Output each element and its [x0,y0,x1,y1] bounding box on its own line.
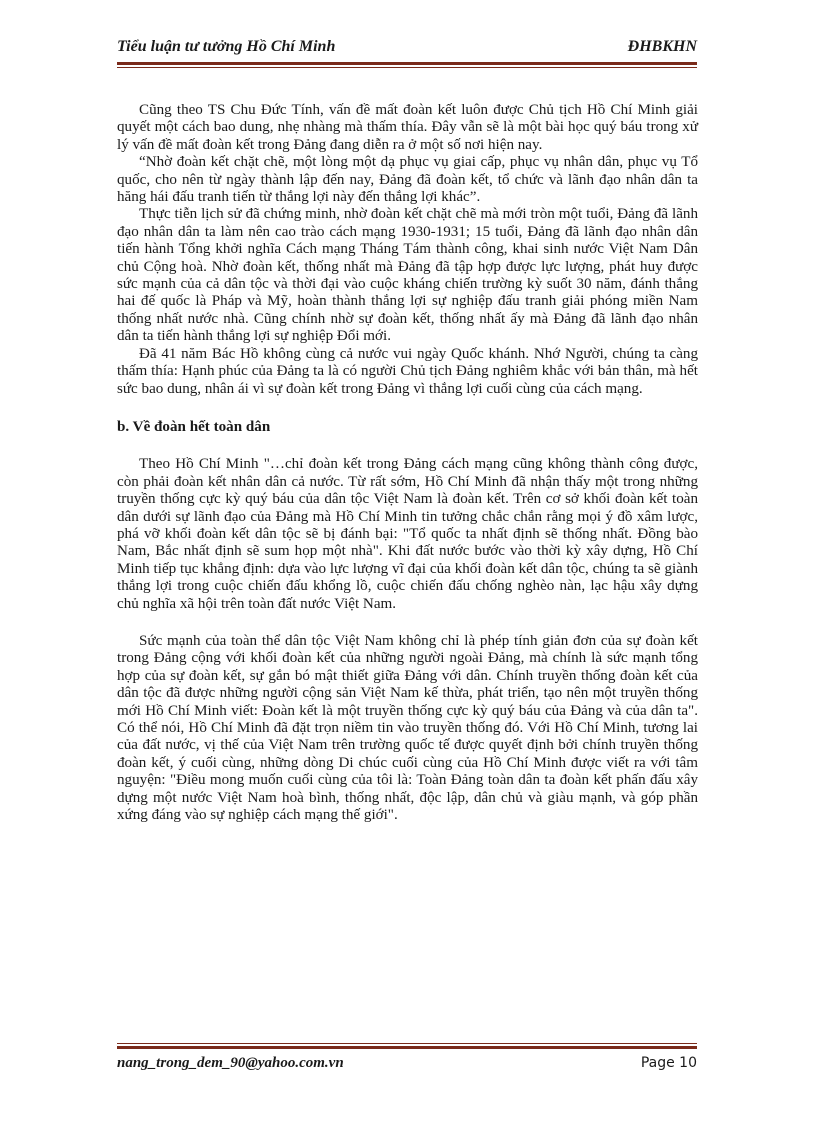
page-header [117,38,697,60]
page-footer [117,1055,697,1077]
paragraph: Thực tiễn lịch sử đã chứng minh, nhờ đoàn kết chặt chẽ mà mới tròn một tuổi, Đảng đã lãnh đạo nhân dân ta làm nên cao trào cách mạng 1930-1931; 15 tuổi, Đảng đã lãnh đạo nhân dân tiến hành Tổng khởi nghĩa Cách mạng Tháng Tám thành công, khai sinh nước Việt Nam Dân chủ Cộng hoà. Nhờ đoàn kết, thống nhất mà Đảng đã tập hợp được lực lượng, phát huy được sức mạnh của cả dân tộc và thời đại vào cuộc kháng chiến trường kỳ suốt 30 năm, đánh thắng hai đế quốc là Pháp và Mỹ, hoàn thành thắng lợi sự nghiệp đấu tranh giải phóng miền Nam thống nhất nước nhà. Cũng chính nhờ sự đoàn kết, thống nhất ấy mà Đảng đã lãnh đạo nhân dân ta tiến hành thắng lợi sự nghiệp Đổi mới. [117,206,698,345]
header-rule-thin [117,67,697,68]
paragraph: Sức mạnh của toàn thể dân tộc Việt Nam không chỉ là phép tính giản đơn của sự đoàn kết trong Đảng cộng với khối đoàn kết của những người ngoài Đảng, mà chính là sức mạnh tổng hợp của sự đoàn kết, sự gắn bó mật thiết giữa Đảng với dân. Chính truyền thống đoàn kết của dân tộc đã được những người cộng sản Việt Nam kế thừa, phát triển, tạo nên một truyền thống mới Hồ Chí Minh viết: Đoàn kết là một truyền thống cực kỳ quý báu của Đảng và của dân ta". Có thể nói, Hồ Chí Minh đã đặt trọn niềm tin vào truyền thống đó. Với Hồ Chí Minh, tương lai của đất nước, vị thế của Việt Nam trên trường quốc tế được quyết định bởi chính truyền thống đoàn kết, ý cuối cùng, những dòng Di chúc cuối cùng của Hồ Chí Minh được viết ra với tâm nguyện: "Điều mong muốn cuối cùng của tôi là: Toàn Đảng toàn dân ta đoàn kết phấn đấu xây dựng một nước Việt Nam hoà bình, thống nhất, độc lập, dân chủ và giàu mạnh, và góp phần xứng đáng vào sự nghiệp cách mạng thế giới". [117,632,698,824]
paragraph: Cũng theo TS Chu Đức Tính, vấn đề mất đoàn kết luôn được Chủ tịch Hồ Chí Minh giải quyết một cách bao dung, nhẹ nhàng mà thấm thía. Đây vẫn sẽ là một bài học quý báu trong xử lý vấn đề mất đoàn kết trong Đảng đang diễn ra ở một số nơi hiện nay. [117,102,698,153]
paragraph: “Nhờ đoàn kết chặt chẽ, một lòng một dạ phục vụ giai cấp, phục vụ nhân dân, phục vụ Tổ quốc, cho nên từ ngày thành lập đến nay, Đảng đã đoàn kết, tổ chức và lãnh đạo nhân dân ta hăng hái đấu tranh tiến từ thắng lợi này đến thắng lợi khác”. [117,154,698,206]
document-body [117,102,698,824]
header-rule-thick [117,62,697,65]
paragraph: Đã 41 năm Bác Hồ không cùng cả nước vui ngày Quốc khánh. Nhớ Người, chúng ta càng thấm thía: Hạnh phúc của Đảng ta là có người Chủ tịch Đảng nghiêm khắc với bản thân, mà hết sức bao dung, nhân ái vì sự đoàn kết trong Đảng vì thắng lợi cuối cùng của cách mạng. [117,345,698,397]
section-heading: b. Về đoàn hết toàn dân [117,418,271,435]
footer-rule-thin [117,1043,697,1044]
footer-rule-thick [117,1046,697,1049]
page-number: Page 10 [640,1055,697,1071]
footer-email: nang_trong_dem_90@yahoo.com.vn [117,1055,344,1071]
header-org: ĐHBKHN [627,38,697,55]
header-title: Tiểu luận tư tưởng Hồ Chí Minh [117,38,336,55]
paragraph: Theo Hồ Chí Minh "…chỉ đoàn kết trong Đảng cách mạng cũng không thành công được, còn phải đoàn kết nhân dân cả nước. Từ rất sớm, Hồ Chí Minh đã nhận thấy một trong những truyền thống cực kỳ quý báu của dân tộc Việt Nam là đoàn kết. Trên cơ sở khối đoàn kết toàn dân dưới sự lãnh đạo của Đảng mà Hồ Chí Minh tin tưởng chắc chắn rằng mọi ý đồ xâm lược, phá vỡ khối đoàn kết dân tộc sẽ bị đánh bại: "Tổ quốc ta nhất định sẽ thống nhất. Đồng bào Nam, Bắc nhất định sẽ sum họp một nhà". Khi đất nước bước vào thời kỳ xây dựng, Hồ Chí Minh tiếp tục khẳng định: dựa vào lực lượng vĩ đại của khối đoàn kết dân tộc, chúng ta sẽ giành thắng lợi trong cuộc chiến đấu khổng lồ, cuộc chiến đấu chống nghèo nàn, lạc hậu xây dựng chủ nghĩa xã hội trên toàn đất nước Việt Nam. [117,456,698,612]
